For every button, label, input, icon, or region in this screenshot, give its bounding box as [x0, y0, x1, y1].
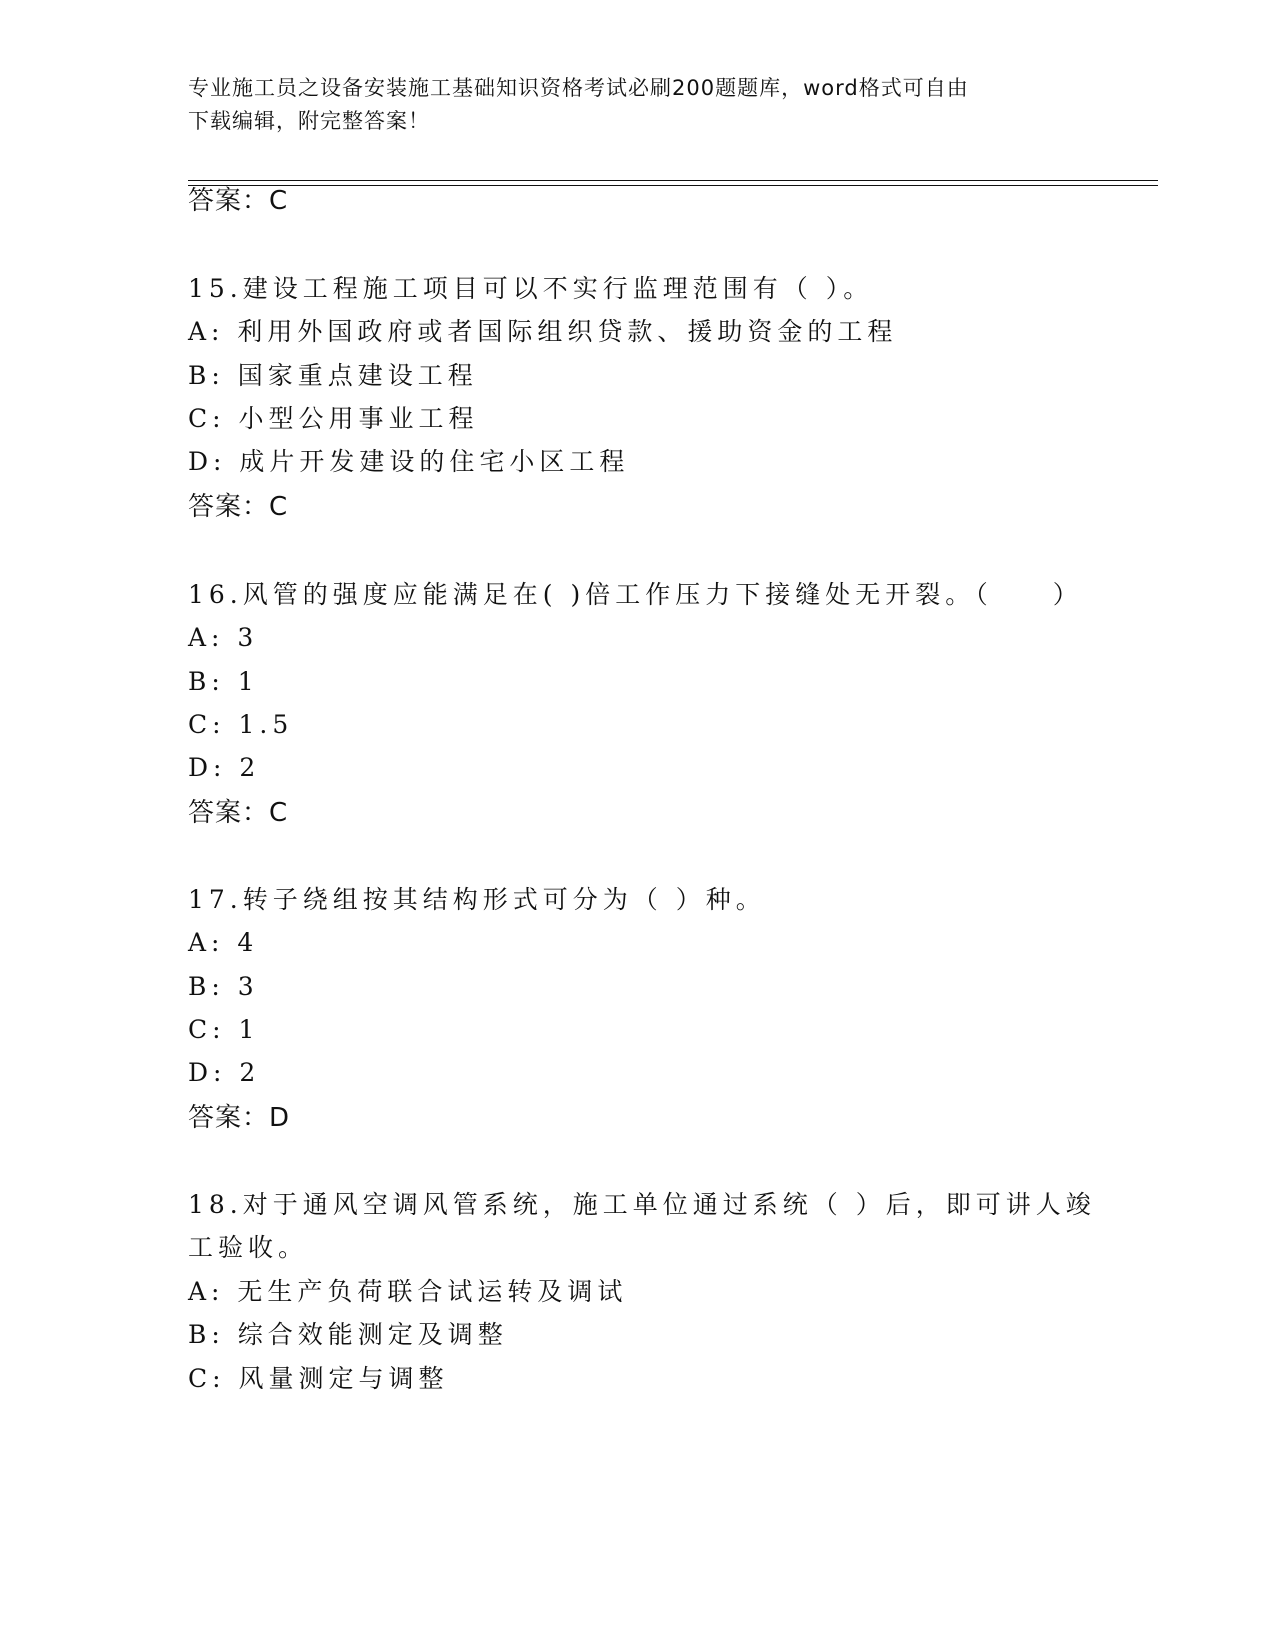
question-17-stem: 17.转子绕组按其结构形式可分为（ ）种。	[188, 885, 766, 914]
question-18-stem-line-2: 工验收。	[188, 1233, 309, 1262]
question-15-option-b: B: 国家重点建设工程	[188, 361, 478, 390]
question-15-stem: 15.建设工程施工项目可以不实行监理范围有（ ）。	[188, 274, 874, 303]
question-17-option-d: D: 2	[188, 1058, 261, 1087]
title-line-1: 专业施工员之设备安装施工基础知识资格考试必刷200题题库，word格式可自由	[188, 76, 969, 100]
question-15-answer: 答案：C	[188, 492, 289, 522]
question-17-answer: 答案：D	[188, 1103, 291, 1133]
title-line-2: 下载编辑，附完整答案！	[188, 109, 430, 133]
answer-previous: 答案：C	[188, 186, 289, 216]
question-15-option-d: D: 成片开发建设的住宅小区工程	[188, 447, 630, 476]
question-18-option-a: A: 无生产负荷联合试运转及调试	[188, 1277, 628, 1306]
question-17-option-c: C: 1	[188, 1015, 260, 1044]
header-rule-top	[188, 180, 1158, 181]
question-16-option-d: D: 2	[188, 753, 261, 782]
question-17-option-a: A: 4	[188, 928, 259, 957]
question-15-option-c: C: 小型公用事业工程	[188, 404, 479, 433]
document-title	[188, 72, 1088, 138]
question-16-stem: 16.风管的强度应能满足在( )倍工作压力下接缝处无开裂。（ ）	[188, 580, 1083, 609]
question-16-option-b: B: 1	[188, 667, 259, 696]
question-15-option-a: A: 利用外国政府或者国际组织贷款、援助资金的工程	[188, 317, 898, 346]
header-rule-bottom	[188, 185, 1158, 186]
question-17-option-b: B: 3	[188, 972, 259, 1001]
question-18-stem-line-1: 18.对于通风空调风管系统，施工单位通过系统（ ）后，即可讲人竣	[188, 1190, 1096, 1219]
question-18-option-c: C: 风量测定与调整	[188, 1364, 449, 1393]
question-18-option-b: B: 综合效能测定及调整	[188, 1320, 508, 1349]
question-16-option-c: C: 1.5	[188, 710, 294, 739]
question-16-option-a: A: 3	[188, 623, 259, 652]
question-16-answer: 答案：C	[188, 798, 289, 828]
